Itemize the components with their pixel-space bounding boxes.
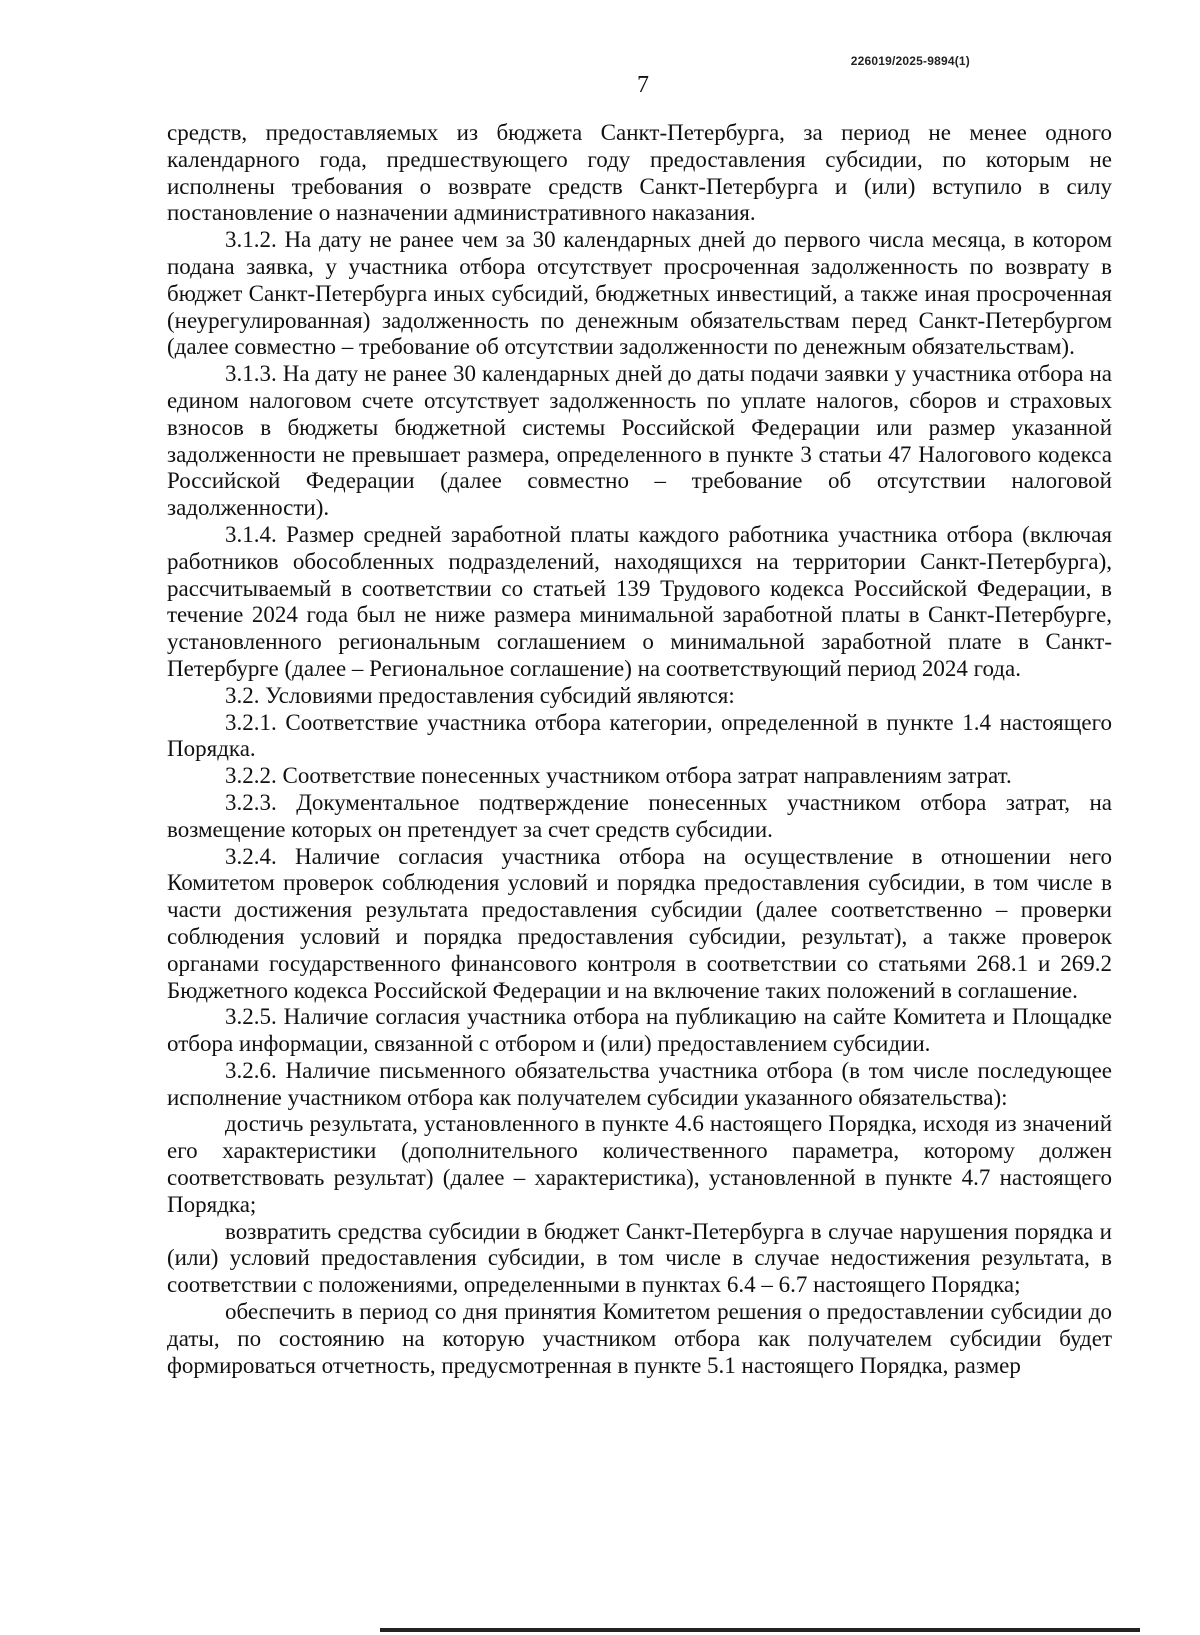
paragraph: средств, предоставляемых из бюджета Санкт-Петербурга, за период не менее одного календарного года, предшествующего году предоставления субсидии, по которым не исполнены требования о возврате средств Санкт-Петербурга и (или) вступило в силу постановление о назначении административного наказания. <box>167 120 1112 226</box>
obligation-item: достичь результата, установленного в пункте 4.6 настоящего Порядка, исходя из значений его характеристики (дополнительного количественного параметра, которому должен соответствовать результат) (далее – характеристика), установленной в пункте 4.7 настоящего Порядка; <box>167 1111 1112 1217</box>
paragraph-3-2-5: 3.2.5. Наличие согласия участника отбора на публикацию на сайте Комитета и Площадке отбора информации, связанной с отбором и (или) предоставлением субсидии. <box>167 1004 1112 1057</box>
page-number: 7 <box>637 72 649 98</box>
paragraph-3-2-4: 3.2.4. Наличие согласия участника отбора на осуществление в отношении него Комитетом проверок соблюдения условий и порядка предоставления субсидии, в том числе в части достижения результата предоставления субсидии (далее соответственно – проверки соблюдения условий и порядка предоставления субсидии, результат), а также проверок органами государственного финансового контроля в соответствии со статьями 268.1 и 269.2 Бюджетного кодекса Российской Федерации и на включение таких положений в соглашение. <box>167 843 1112 1003</box>
paragraph-3-1-3: 3.1.3. На дату не ранее 30 календарных дней до даты подачи заявки у участника отбора на едином налоговом счете отсутствует задолженность по уплате налогов, сборов и страховых взносов в бюджеты бюджетной системы Российской Федерации или размер указанной задолженности не превышает размера, определенного в пункте 3 статьи 47 Налогового кодекса Российской Федерации (далее совместно – требование об отсутствии налоговой задолженности). <box>167 361 1112 521</box>
page-bottom-rule <box>380 1628 1140 1632</box>
paragraph-3-2-2: 3.2.2. Соответствие понесенных участником отбора затрат направлениям затрат. <box>225 763 1012 789</box>
obligation-item: обеспечить в период со дня принятия Комитетом решения о предоставлении субсидии до даты, по состоянию на которую участником отбора как получателем субсидии будет формироваться отчетность, предусмотренная в пункте 5.1 настоящего Порядка, размер <box>167 1299 1112 1378</box>
document-registration-number: 226019/2025-9894(1) <box>850 54 970 68</box>
paragraph-3-1-2: 3.1.2. На дату не ранее чем за 30 календарных дней до первого числа месяца, в котором подана заявка, у участника отбора отсутствует просроченная задолженность по возврату в бюджет Санкт-Петербурга иных субсидий, бюджетных инвестиций, а также иная просроченная (неурегулированная) задолженность по денежным обязательствам перед Санкт-Петербургом (далее совместно – требование об отсутствии задолженности по денежным обязательствам). <box>167 227 1112 360</box>
paragraph-3-1-4: 3.1.4. Размер средней заработной платы каждого работника участника отбора (включая работников обособленных подразделений, находящихся на территории Санкт-Петербурга), рассчитываемый в соответствии со статьей 139 Трудового кодекса Российской Федерации, в течение 2024 года был не ниже размера минимальной заработной платы в Санкт-Петербурге, установленного региональным соглашением о минимальной заработной плате в Санкт-Петербурге (далее – Региональное соглашение) на соответствующий период 2024 года. <box>167 521 1112 681</box>
paragraph-3-2-3: 3.2.3. Документальное подтверждение понесенных участником отбора затрат, на возмещение которых он претендует за счет средств субсидии. <box>167 789 1112 842</box>
paragraph-3-2-6: 3.2.6. Наличие письменного обязательства участника отбора (в том числе последующее исполнение участником отбора как получателем субсидии указанного обязательства): <box>167 1057 1112 1110</box>
paragraph-3-2: 3.2. Условиями предоставления субсидий являются: <box>225 682 735 708</box>
document-body <box>167 120 1112 1379</box>
obligation-item: возвратить средства субсидии в бюджет Санкт-Петербурга в случае нарушения порядка и (или) условий предоставления субсидии, в том числе в случае недостижения результата, в соответствии с положениями, определенными в пунктах 6.4 – 6.7 настоящего Порядка; <box>167 1218 1112 1298</box>
paragraph-3-2-1: 3.2.1. Соответствие участника отбора категории, определенной в пункте 1.4 настоящего Порядка. <box>167 709 1112 762</box>
